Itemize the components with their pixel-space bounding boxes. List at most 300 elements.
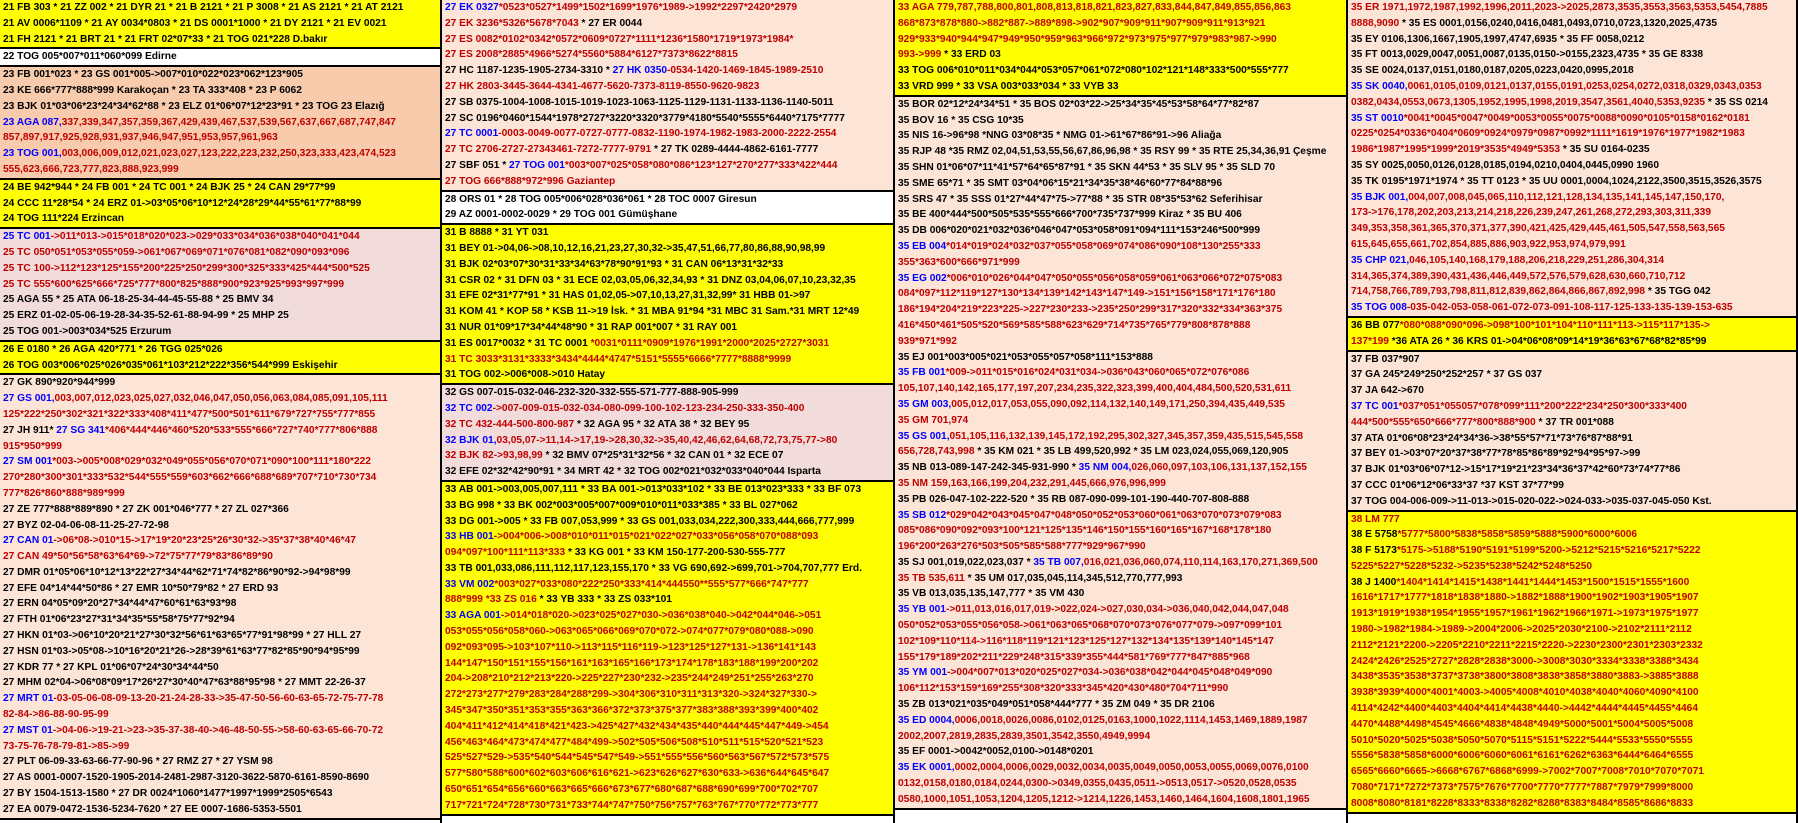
cell-text: 32 BJK 82->93,98,99: [445, 450, 543, 462]
cell-text: 35 TOG 008: [1351, 302, 1407, 314]
cell-text: 1980->1982*1984->1989->2004*2006->2025*2030*2100->2102*2111*2112: [1351, 624, 1692, 636]
cell-text: 35 SK 0040,: [1351, 80, 1408, 92]
cell-text: 31 BEY 01->04,06->08,10,12,16,21,23,27,30,32->35,47,51,66,77,80,86,88,90,98,99: [445, 242, 826, 254]
cell-text: 929*933*940*944*947*949*950*959*963*966*972*973*975*977*979*983*987->990: [898, 33, 1277, 45]
cell-text: 35 YB 001: [898, 604, 946, 616]
cell-line: [1348, 126, 1796, 142]
cell-text: 777*826*860*888*989*999: [3, 487, 125, 499]
cell-text: 35 SJ 001,019,022,023,037 *: [898, 556, 1034, 568]
cell-text: 4470*4488*4498*4545*4666*4838*4848*4949*5000*5001*5004*5005*5008: [1351, 718, 1694, 730]
cell-text: *003*007*025*058*080*086*123*127*270*277*333*422*444: [564, 159, 838, 171]
cell-line: [0, 16, 440, 32]
cell-text: *5777*5800*5838*5858*5859*5888*5900*6000*6006: [1397, 529, 1638, 541]
cell-text: * 33 KG 001 * 33 KM 150-177-200-530-555-777: [565, 547, 786, 559]
cell-line: [442, 192, 893, 208]
cell-line: [442, 782, 893, 798]
cell-text: 26 TOG 003*006*025*026*035*061*103*212*222*356*544*999 Eskişehir: [3, 359, 338, 371]
cell-text: 016,021,036,060,074,110,114,163,170,271,369,500: [1083, 556, 1318, 568]
cell-line: [1348, 237, 1796, 253]
cell-line: [442, 95, 893, 111]
cell-line: [895, 492, 1346, 508]
cell-line: [895, 697, 1346, 713]
cell-block[interactable]: [442, 482, 893, 816]
cell-line: [895, 618, 1346, 634]
cell-text: 22 TOG 005*007*011*060*099 Edirne: [3, 51, 177, 63]
cell-text: 27 EA 0079-0472-1536-5234-7620 * 27 EE 0007-1686-5353-5501: [3, 803, 302, 815]
cell-line: [0, 723, 440, 739]
cell-text: ->004*007*013*020*025*027*034->036*038*042*044*045*048*049*090: [947, 667, 1273, 679]
cell-line: [895, 128, 1346, 144]
cell-text: *003->005*008*029*032*049*055*056*070*071*090*100*111*180*222: [52, 456, 371, 468]
cell-line: [0, 115, 440, 131]
cell-line: [1348, 383, 1796, 399]
cell-block[interactable]: [442, 192, 893, 226]
cell-line: [0, 342, 440, 358]
cell-line: [1348, 352, 1796, 368]
cell-text: * 37 TR 001*088: [1535, 416, 1614, 428]
cell-line: [0, 32, 440, 48]
cell-line: [1348, 0, 1796, 16]
cell-text: 272*273*277*279*283*284*288*299->304*306*310*311*313*320->324*327*330->: [445, 689, 817, 701]
cell-line: [442, 385, 893, 401]
cell-text: * 35 SU 0164-0235: [1560, 144, 1650, 156]
cell-text: 186*194*204*219*223*225->227*230*233->235*250*299*317*320*332*334*363*375: [898, 304, 1283, 316]
cell-text: 8008*8080*8181*8228*8333*8338*8282*8288*8383*8484*8585*8686*8833: [1351, 797, 1694, 809]
cell-text: 31 CSR 02 * 31 DFN 03 * 31 ECE 02,03,05,06,32,34,93 * 31 DNZ 03,04,06,07,10,23,32,35: [445, 274, 856, 286]
cell-line: [442, 320, 893, 336]
cell-text: 23 BJK 01*03*06*23*24*34*62*88 * 23 ELZ 01*06*07*12*23*91 * 23 TOG 23 Elazığ: [3, 100, 385, 112]
cell-line: [442, 719, 893, 735]
cell-text: *014*019*024*032*037*055*058*069*074*086*090*108*130*255*333: [946, 240, 1261, 252]
cell-block[interactable]: [0, 49, 440, 67]
cell-line: [1348, 606, 1796, 622]
cell-line: [442, 273, 893, 289]
cell-line: [895, 381, 1346, 397]
cell-text: 27 TC 2706-2727-27343461-7272-7777-9791: [445, 144, 652, 156]
cell-line: [1348, 478, 1796, 494]
cell-text: 144*147*150*151*155*156*161*163*165*166*173*174*178*183*188*199*200*202: [445, 657, 819, 669]
cell-text: 35 BE 400*444*500*505*535*555*666*700*735*737*999 Kiraz * 35 BU 406: [898, 209, 1242, 221]
cell-text: 25 TOG 001->003*034*525 Erzurum: [3, 325, 172, 337]
cell-line: [0, 612, 440, 628]
cell-text: 345*347*350*351*353*355*363*366*372*373*375*377*383*388*393*399*400*402: [445, 705, 819, 717]
cell-line: [1348, 399, 1796, 415]
cell-text: 456*463*464*473*474*477*484*499->502*505*506*508*510*511*515*520*521*523: [445, 736, 824, 748]
cell-text: 105,107,140,142,165,177,197,207,234,235,322,323,399,400,404,484,500,520,531,611: [898, 383, 1292, 395]
cell-block[interactable]: [895, 0, 1346, 97]
sheet-column-2: [442, 0, 895, 823]
cell-text: * 35 ES 0001,0156,0240,0416,0481,0493,0710,0723,1320,2025,4735: [1399, 17, 1717, 29]
cell-line: [442, 47, 893, 63]
sheet-column-4: [1348, 0, 1798, 823]
cell-text: 31 B 8888 * 31 YT 031: [445, 227, 549, 239]
cell-line: [895, 63, 1346, 79]
cell-line: [442, 433, 893, 449]
cell-text: 2002,2007,2819,2835,2839,3501,3542,3550,4949,9994: [898, 730, 1151, 742]
cell-line: [1348, 748, 1796, 764]
cell-text: 23 KE 666*777*888*999 Karakoçan * 23 TA 333*408 * 23 P 6062: [3, 84, 302, 96]
cell-line: [1348, 253, 1796, 269]
cell-line: [895, 32, 1346, 48]
cell-text: 155*179*189*202*211*229*248*315*339*355*444*581*769*777*847*885*968: [898, 651, 1250, 663]
cell-text: 27 MHM 02*04->06*08*09*17*26*27*30*40*47*63*88*95*98 * 27 MMT 22-26-37: [3, 677, 366, 689]
cell-block[interactable]: [0, 229, 440, 342]
cell-text: 27 EK 3236*5326*5678*7043: [445, 17, 579, 29]
cell-line: [0, 49, 440, 65]
cell-line: [1348, 32, 1796, 48]
cell-text: 27 AS 0001-0007-1520-1905-2014-2481-2987-3120-3622-5870-6161-8590-8690: [3, 772, 370, 784]
cell-line: [0, 407, 440, 423]
cell-line: [895, 47, 1346, 63]
cell-text: 35 GM 003,: [898, 398, 952, 410]
cell-line: [0, 358, 440, 374]
cell-line: [442, 798, 893, 814]
cell-line: [0, 596, 440, 612]
cell-line: [1348, 654, 1796, 670]
cell-text: ->007-009-015-032-034-080-099-100-102-123-234-250-333-350-400: [492, 402, 805, 414]
cell-text: 35 EJ 001*003*005*021*053*055*057*058*111*153*888: [898, 351, 1153, 363]
cell-text: 717*721*724*728*730*731*733*744*747*750*756*757*763*767*770*772*773*777: [445, 799, 819, 811]
cell-text: 2112*2121*2200->2205*2210*2211*2215*2220->2230*2300*2301*2303*2332: [1351, 639, 1703, 651]
cell-text: * 33 ERD 03: [941, 49, 1001, 61]
cell-text: 27 HKN 01*03->06*10*20*21*27*30*32*56*61*63*65*77*91*98*99 * 27 HLL 27: [3, 630, 362, 642]
cell-line: [442, 592, 893, 608]
cell-text: 33 VRD 999 * 33 VSA 003*033*034 * 33 VYB 33: [898, 80, 1119, 92]
cell-line: [1348, 685, 1796, 701]
cell-text: 137*199: [1351, 335, 1389, 347]
cell-line: [0, 675, 440, 691]
cell-text: 35 TB 535,611: [898, 572, 965, 584]
cell-text: ->011,013,016,017,019->022,024->027,030,034->036,040,042,044,047,048: [945, 604, 1289, 616]
cell-text: 23 TOG 001,: [3, 148, 62, 160]
cell-text: ->014*018*020->023*025*027*030->036*038*040->042*044*046->051: [500, 610, 822, 622]
cell-line: [0, 146, 440, 162]
cell-line: [442, 16, 893, 32]
cell-text: 03,05,07->11,14->17,19->28,30,32->35,40,42,46,62,64,68,72,73,75,77->80: [496, 434, 838, 446]
cell-block[interactable]: [0, 375, 440, 819]
cell-block[interactable]: [1348, 512, 1796, 814]
cell-text: 31 BJK 02*03*07*30*31*33*34*63*78*90*91*93 * 31 CAN 06*13*31*32*33: [445, 258, 784, 270]
cell-text: 35 FT 0013,0029,0047,0051,0087,0135,0150->0155,2323,4735 * 35 GE 8338: [1351, 49, 1704, 61]
cell-text: 35 ZB 013*021*035*049*051*058*444*777 * 35 ZM 049 * 35 DR 2106: [898, 699, 1215, 711]
cell-line: [895, 113, 1346, 129]
cell-text: 355*363*600*666*971*999: [898, 256, 1020, 268]
cell-block[interactable]: [0, 180, 440, 229]
cell-text: ->011*013->015*018*020*023->029*033*034*036*038*040*041*044: [50, 231, 360, 243]
cell-text: 27 SB 0375-1004-1008-1015-1019-1023-1063-1125-1129-1131-1133-1136-1140-5011: [445, 96, 834, 108]
cell-line: [442, 766, 893, 782]
cell-text: 35 EG 002: [898, 272, 947, 284]
cell-text: 106*112*153*159*169*255*308*320*333*345*420*430*480*704*711*990: [898, 683, 1229, 695]
cell-line: [895, 318, 1346, 334]
cell-line: [895, 634, 1346, 650]
cell-line: [0, 308, 440, 324]
cell-text: -0003-0049-0077-0727-0777-0832-1190-1974-1982-1983-2000-2222-2554: [498, 128, 837, 140]
cell-line: [0, 581, 440, 597]
cell-text: 27 ES 0082: [445, 33, 499, 45]
cell-text: 27 ZE 777*888*889*890 * 27 ZK 001*046*777 * 27 ZL 027*366: [3, 503, 289, 515]
cell-line: [895, 0, 1346, 16]
cell-line: [0, 628, 440, 644]
cell-line: [0, 67, 440, 83]
cell-line: [442, 225, 893, 241]
cell-text: 085*086*090*092*093*100*121*125*135*146*150*155*160*165*167*168*178*180: [898, 525, 1272, 537]
cell-text: 416*450*461*505*520*569*585*588*623*629*714*735*765*779*808*878*888: [898, 319, 1251, 331]
cell-text: 27 ES 2008*2885*4966*5274*5560*5884*6127*7373*8622*8815: [445, 49, 738, 61]
cell-line: [1348, 512, 1796, 528]
cell-line: [442, 304, 893, 320]
cell-text: * 35 SS 0214: [1705, 96, 1768, 108]
cell-block[interactable]: [895, 97, 1346, 810]
cell-line: [442, 352, 893, 368]
cell-line: [895, 397, 1346, 413]
cell-text: 33 TB 001,033,086,111,112,117,123,155,170 * 33 VG 690,692->699,701->704,707,777 Erd.: [445, 562, 862, 574]
cell-text: 026,060,097,103,106,131,137,152,155: [1131, 462, 1307, 474]
cell-line: [1348, 415, 1796, 431]
cell-line: [0, 707, 440, 723]
cell-text: 27 JH 911*: [3, 424, 57, 436]
cell-text: 8888,9090: [1351, 17, 1400, 29]
cell-text: 25 AGA 55 * 25 ATA 06-18-25-34-44-45-55-88 * 25 BMV 34: [3, 294, 274, 306]
cell-text: 37 FB 037*907: [1351, 353, 1420, 365]
cell-text: *003*027*033*080*222*250*333*414*444550**555*577*666*747*777: [494, 578, 809, 590]
cell-line: [895, 602, 1346, 618]
cell-line: [0, 533, 440, 549]
cell-line: [0, 162, 440, 178]
cell-text: 050*052*053*055*056*058->061*063*065*068*070*073*076*077*079->097*099*101: [898, 620, 1283, 632]
cell-text: 35 GM 701,974: [898, 414, 969, 426]
cell-text: 3438*3535*3538*3737*3738*3800*3808*3838*3858*3880*3883->3885*3888: [1351, 671, 1699, 683]
cell-line: [0, 0, 440, 16]
cell-text: 27 SC 0196*0460*1544*1978*2727*3220*3320*3779*4180*5540*5555*6440*7175*7777: [445, 112, 845, 124]
cell-line: [1348, 701, 1796, 717]
cell-text: 35 EF 0001->0042*0052,0100->0148*0201: [898, 746, 1094, 758]
cell-line: [442, 174, 893, 190]
cell-text: 35 SHN 01*06*07*11*41*57*64*65*87*91 * 35 SKN 44*53 * 35 SLV 95 * 35 SLD 70: [898, 161, 1276, 173]
cell-text: 173->176,178,202,203,213,214,218,226,239,247,261,268,272,293,303,311,339: [1351, 207, 1712, 219]
cell-text: 5556*5838*5858*6000*6006*6060*6061*6161*6262*6363*6444*6464*6555: [1351, 750, 1694, 762]
cell-text: 23 FB 001*023 * 23 GS 001*005->007*010*022*023*062*123*905: [3, 69, 303, 81]
cell-line: [442, 498, 893, 514]
cell-text: 27 MRT 01: [3, 693, 54, 705]
cell-block[interactable]: [442, 0, 893, 192]
cell-text: *0041*0045*0047*0049*0053*0055*0075*0088*0090*0105*0158*0162*0181: [1403, 112, 1750, 124]
cell-line: [895, 681, 1346, 697]
cell-line: [442, 671, 893, 687]
cell-text: 27 SBF 051 *: [445, 159, 509, 171]
cell-line: [442, 750, 893, 766]
cell-line: [895, 350, 1346, 366]
cell-line: [442, 367, 893, 383]
cell-text: 27 EFE 04*14*44*50*86 * 27 EMR 10*50*79*82 * 27 ERD 93: [3, 582, 279, 594]
cell-line: [895, 207, 1346, 223]
cell-text: 35 PB 026-047-102-222-520 * 35 RB 087-090-099-101-190-440-707-808-888: [898, 493, 1250, 505]
cell-text: 092*093*095->103*107*110->113*115*116*119->123*125*127*131->136*141*143: [445, 641, 817, 653]
cell-text: 27 DMR 01*05*06*10*12*13*22*27*34*44*62*71*74*82*86*90*92->94*98*99: [3, 566, 351, 578]
cell-text: 37 JA 642->670: [1351, 385, 1424, 397]
cell-text: 25 TC 001: [3, 231, 51, 243]
cell-line: [442, 514, 893, 530]
cell-line: [1348, 559, 1796, 575]
cell-line: [442, 545, 893, 561]
cell-line: [0, 691, 440, 707]
cell-text: 31 KOM 41 * KOP 58 * KSB 11->19 İsk. * 31 MBA 91*94 *31 MBC 31 Sam.*31 MRT 12*49: [445, 306, 860, 318]
cell-line: [895, 223, 1346, 239]
cell-line: [442, 608, 893, 624]
cell-text: 32 EFE 02*32*42*90*91 * 34 MRT 42 * 32 TOG 002*021*032*033*040*044 Isparta: [445, 466, 821, 478]
cell-text: 5010*5020*5025*5038*5050*5070*5115*5151*5222*5444*5533*5550*5555: [1351, 734, 1693, 746]
cell-line: [1348, 95, 1796, 111]
cell-line: [0, 786, 440, 802]
sheet-column-1: [0, 0, 442, 823]
cell-line: [895, 413, 1346, 429]
cell-text: 38 LM 777: [1351, 513, 1400, 525]
cell-text: 31 TOG 002->006*008->010 Hatay: [445, 369, 606, 381]
cell-line: [442, 207, 893, 223]
cell-line: [895, 16, 1346, 32]
cell-block[interactable]: [1348, 0, 1796, 318]
cell-line: [1348, 527, 1796, 543]
cell-line: [0, 770, 440, 786]
cell-line: [1348, 318, 1796, 334]
cell-block[interactable]: [1348, 318, 1796, 352]
cell-line: [0, 565, 440, 581]
cell-text: 27 KDR 77 * 27 KPL 01*06*07*24*30*34*44*50: [3, 661, 219, 673]
cell-line: [1348, 158, 1796, 174]
cell-text: 24 TOG 111*224 Erzincan: [3, 213, 125, 225]
cell-text: 27 HSN 01*03->05*08->10*16*20*21*26->28*39*61*63*77*82*85*90*94*95*99: [3, 645, 360, 657]
cell-text: *0102*0342*0572*0609*0727*1111*1236*1580*1719*1973*1984*: [498, 33, 794, 45]
cell-text: -035-042-053-058-061-072-073-091-108-117-125-133-135-139-153-635: [1406, 302, 1733, 314]
cell-text: *1404*1414*1415*1438*1441*1444*1453*1500*1515*1555*1600: [1396, 576, 1690, 588]
cell-text: 35 SE 0024,0137,0151,0180,0187,0205,0223,0420,0995,2018: [1351, 65, 1634, 77]
cell-text: 28 ORS 01 * 28 TOG 005*006*028*036*061 * 28 TOC 0007 Giresun: [445, 193, 757, 205]
cell-text: 0061,0105,0109,0121,0137,0155,0191,0253,0254,0272,0318,0329,0343,0353: [1407, 80, 1762, 92]
cell-text: 003,006,009,012,021,023,027,123,222,223,232,250,323,333,423,474,523: [61, 148, 396, 160]
cell-text: 525*527*529->535*540*544*545*547*549->551*555*556*560*563*567*572*573*575: [445, 752, 830, 764]
cell-line: [0, 391, 440, 407]
cell-text: 32 TC 432-444-500-800-987: [445, 418, 575, 430]
cell-line: [0, 324, 440, 340]
cell-text: 005,012,017,053,055,090,092,114,132,140,149,171,250,394,435,449,535: [951, 398, 1285, 410]
cell-text: 36 BB 077: [1351, 319, 1400, 331]
cell-line: [442, 336, 893, 352]
cell-line: [442, 529, 893, 545]
cell-text: *0031*0111*0909*1976*1991*2000*2025*2727*3031: [587, 337, 830, 349]
cell-line: [895, 460, 1346, 476]
cell-text: 35 NIS 16->96*98 *NNG 03*08*35 * NMG 01->61*67*86*91->96 Aliağa: [898, 130, 1222, 142]
cell-line: [442, 142, 893, 158]
cell-line: [0, 261, 440, 277]
cell-line: [895, 302, 1346, 318]
cell-text: *029*042*043*045*047*048*050*052*053*060*061*063*070*073*079*083: [946, 509, 1282, 521]
cell-text: 33 DG 001->005 * 33 FB 007,053,999 * 33 GS 001,033,034,222,300,333,444,666,777,999: [445, 515, 855, 527]
cell-block[interactable]: [0, 67, 440, 180]
cell-text: *009->011*015*016*024*031*034->036*043*060*065*072*076*086: [945, 367, 1250, 379]
cell-text: 6565*6660*6665->6668*6767*6868*6999->7002*7007*7008*7010*7070*7071: [1351, 766, 1704, 778]
cell-line: [1348, 494, 1796, 510]
cell-line: [1348, 111, 1796, 127]
cell-text: 27 HK 2803-3445-3644-4341-4677-5620-7373-8119-8550-9620-9823: [445, 80, 760, 92]
cell-line: [442, 32, 893, 48]
cell-text: 35 BOR 02*12*24*34*51 * 35 BOS 02*03*22->25*34*35*45*53*58*64*77*82*87: [898, 98, 1260, 110]
cell-line: [895, 713, 1346, 729]
cell-text: *5175->5188*5190*5191*5199*5200->5212*5215*5216*5217*5222: [1396, 545, 1701, 557]
cell-text: 314,365,374,389,390,431,436,446,449,572,576,579,628,630,660,710,712: [1351, 270, 1686, 282]
cell-text: 21 AV 0006*1109 * 21 AY 0034*0803 * 21 DS 0001*1000 * 21 DY 2121 * 21 EV 0021: [3, 17, 387, 29]
cell-line: [895, 97, 1346, 113]
cell-text: 270*280*300*301*333*532*544*555*559*603*662*666*688*689*707*710*730*734: [3, 472, 377, 484]
cell-text: 24 BE 942*944 * 24 FB 001 * 24 TC 001 * 24 BJK 25 * 24 CAN 29*77*99: [3, 181, 336, 193]
cell-text: 35 SME 65*71 * 35 SMT 03*04*06*15*21*34*35*38*46*60*77*84*88*96: [898, 177, 1223, 189]
cell-text: 35 TB 007,: [1033, 556, 1084, 568]
cell-line: [1348, 543, 1796, 559]
cell-text: 35 SY 0025,0050,0126,0128,0185,0194,0210,0404,0445,0990 1960: [1351, 159, 1659, 171]
cell-text: 27 EK 0327: [445, 2, 499, 13]
cell-line: [1348, 431, 1796, 447]
cell-text: 27 FTH 01*06*23*27*31*34*35*55*58*75*77*92*94: [3, 614, 235, 626]
cell-line: [0, 470, 440, 486]
cell-line: [895, 760, 1346, 776]
cell-text: 27 SG 341: [56, 424, 105, 436]
cell-text: 35 EK 0001,: [898, 762, 955, 774]
cell-line: [1348, 669, 1796, 685]
cell-block[interactable]: [0, 0, 440, 49]
cell-text: *406*444*446*460*520*533*555*666*727*740*777*806*888: [104, 424, 378, 436]
cell-line: [0, 754, 440, 770]
cell-text: 35 YM 001: [898, 667, 948, 679]
cell-text: 21 FB 303 * 21 ZZ 002 * 21 DYR 21 * 21 B 2121 * 21 P 3008 * 21 AS 2121 * 21 AT 2121: [3, 2, 404, 13]
cell-line: [0, 99, 440, 115]
cell-text: 31 ES 0017*0032 * 31 TC 0001: [445, 337, 588, 349]
cell-text: 0132,0158,0180,0184,0244,0300->0349,0355,0435,0511->0513,0517->0520,0528,0535: [898, 778, 1297, 790]
cell-text: *037*051*055057*078*099*111*200*222*234*250*300*333*400: [1398, 400, 1687, 412]
cell-text: 0225*0254*0336*0404*0609*0924*0979*0987*0992*1111*1619*1976*1977*1982*1983: [1351, 128, 1745, 140]
cell-line: [895, 729, 1346, 745]
cell-text: * 32 BMV 07*25*31*32*56 * 32 CAN 01 * 32 ECE 07: [542, 450, 784, 462]
cell-line: [1348, 334, 1796, 350]
cell-text: 35 DB 006*020*021*032*036*046*047*053*058*091*094*111*153*246*500*999: [898, 225, 1261, 237]
cell-block[interactable]: [1348, 352, 1796, 512]
cell-text: 32 TC 002: [445, 402, 493, 414]
cell-line: [895, 255, 1346, 271]
cell-line: [1348, 780, 1796, 796]
cell-line: [442, 687, 893, 703]
cell-line: [1348, 462, 1796, 478]
cell-line: [1348, 16, 1796, 32]
cell-text: 35 ED 0004,: [898, 714, 955, 726]
cell-text: -0534-1420-1469-1845-1989-2510: [667, 65, 824, 77]
cell-line: [0, 245, 440, 261]
cell-block[interactable]: [442, 385, 893, 482]
cell-text: 2424*2426*2525*2727*2828*2838*3000->3008*3030*3334*3338*3388*3434: [1351, 655, 1699, 667]
cell-text: 35 EY 0106,1306,1667,1905,1997,4747,6935 * 35 FF 0058,0212: [1351, 33, 1645, 45]
cell-text: 25 TC 100->112*123*125*155*200*225*250*299*300*325*333*425*444*500*525: [3, 262, 370, 274]
cell-text: 29 AZ 0001-0002-0029 * 29 TOG 001 Gümüşhane: [445, 209, 678, 221]
cell-block[interactable]: [442, 225, 893, 385]
cell-line: [0, 83, 440, 99]
cell-line: [895, 539, 1346, 555]
cell-line: [1348, 622, 1796, 638]
cell-block[interactable]: [0, 342, 440, 376]
cell-line: [895, 160, 1346, 176]
cell-text: 051,105,116,132,139,145,172,192,295,302,327,345,357,359,435,515,545,558: [949, 430, 1304, 442]
cell-text: 053*055*056*058*060->063*065*066*069*070*072->074*077*079*080*088->090: [445, 626, 814, 638]
cell-text: 25 TC 555*600*625*666*725*777*800*825*888*900*923*925*993*997*999: [3, 278, 345, 290]
cell-line: [895, 571, 1346, 587]
cell-line: [1348, 269, 1796, 285]
cell-line: [895, 744, 1346, 760]
